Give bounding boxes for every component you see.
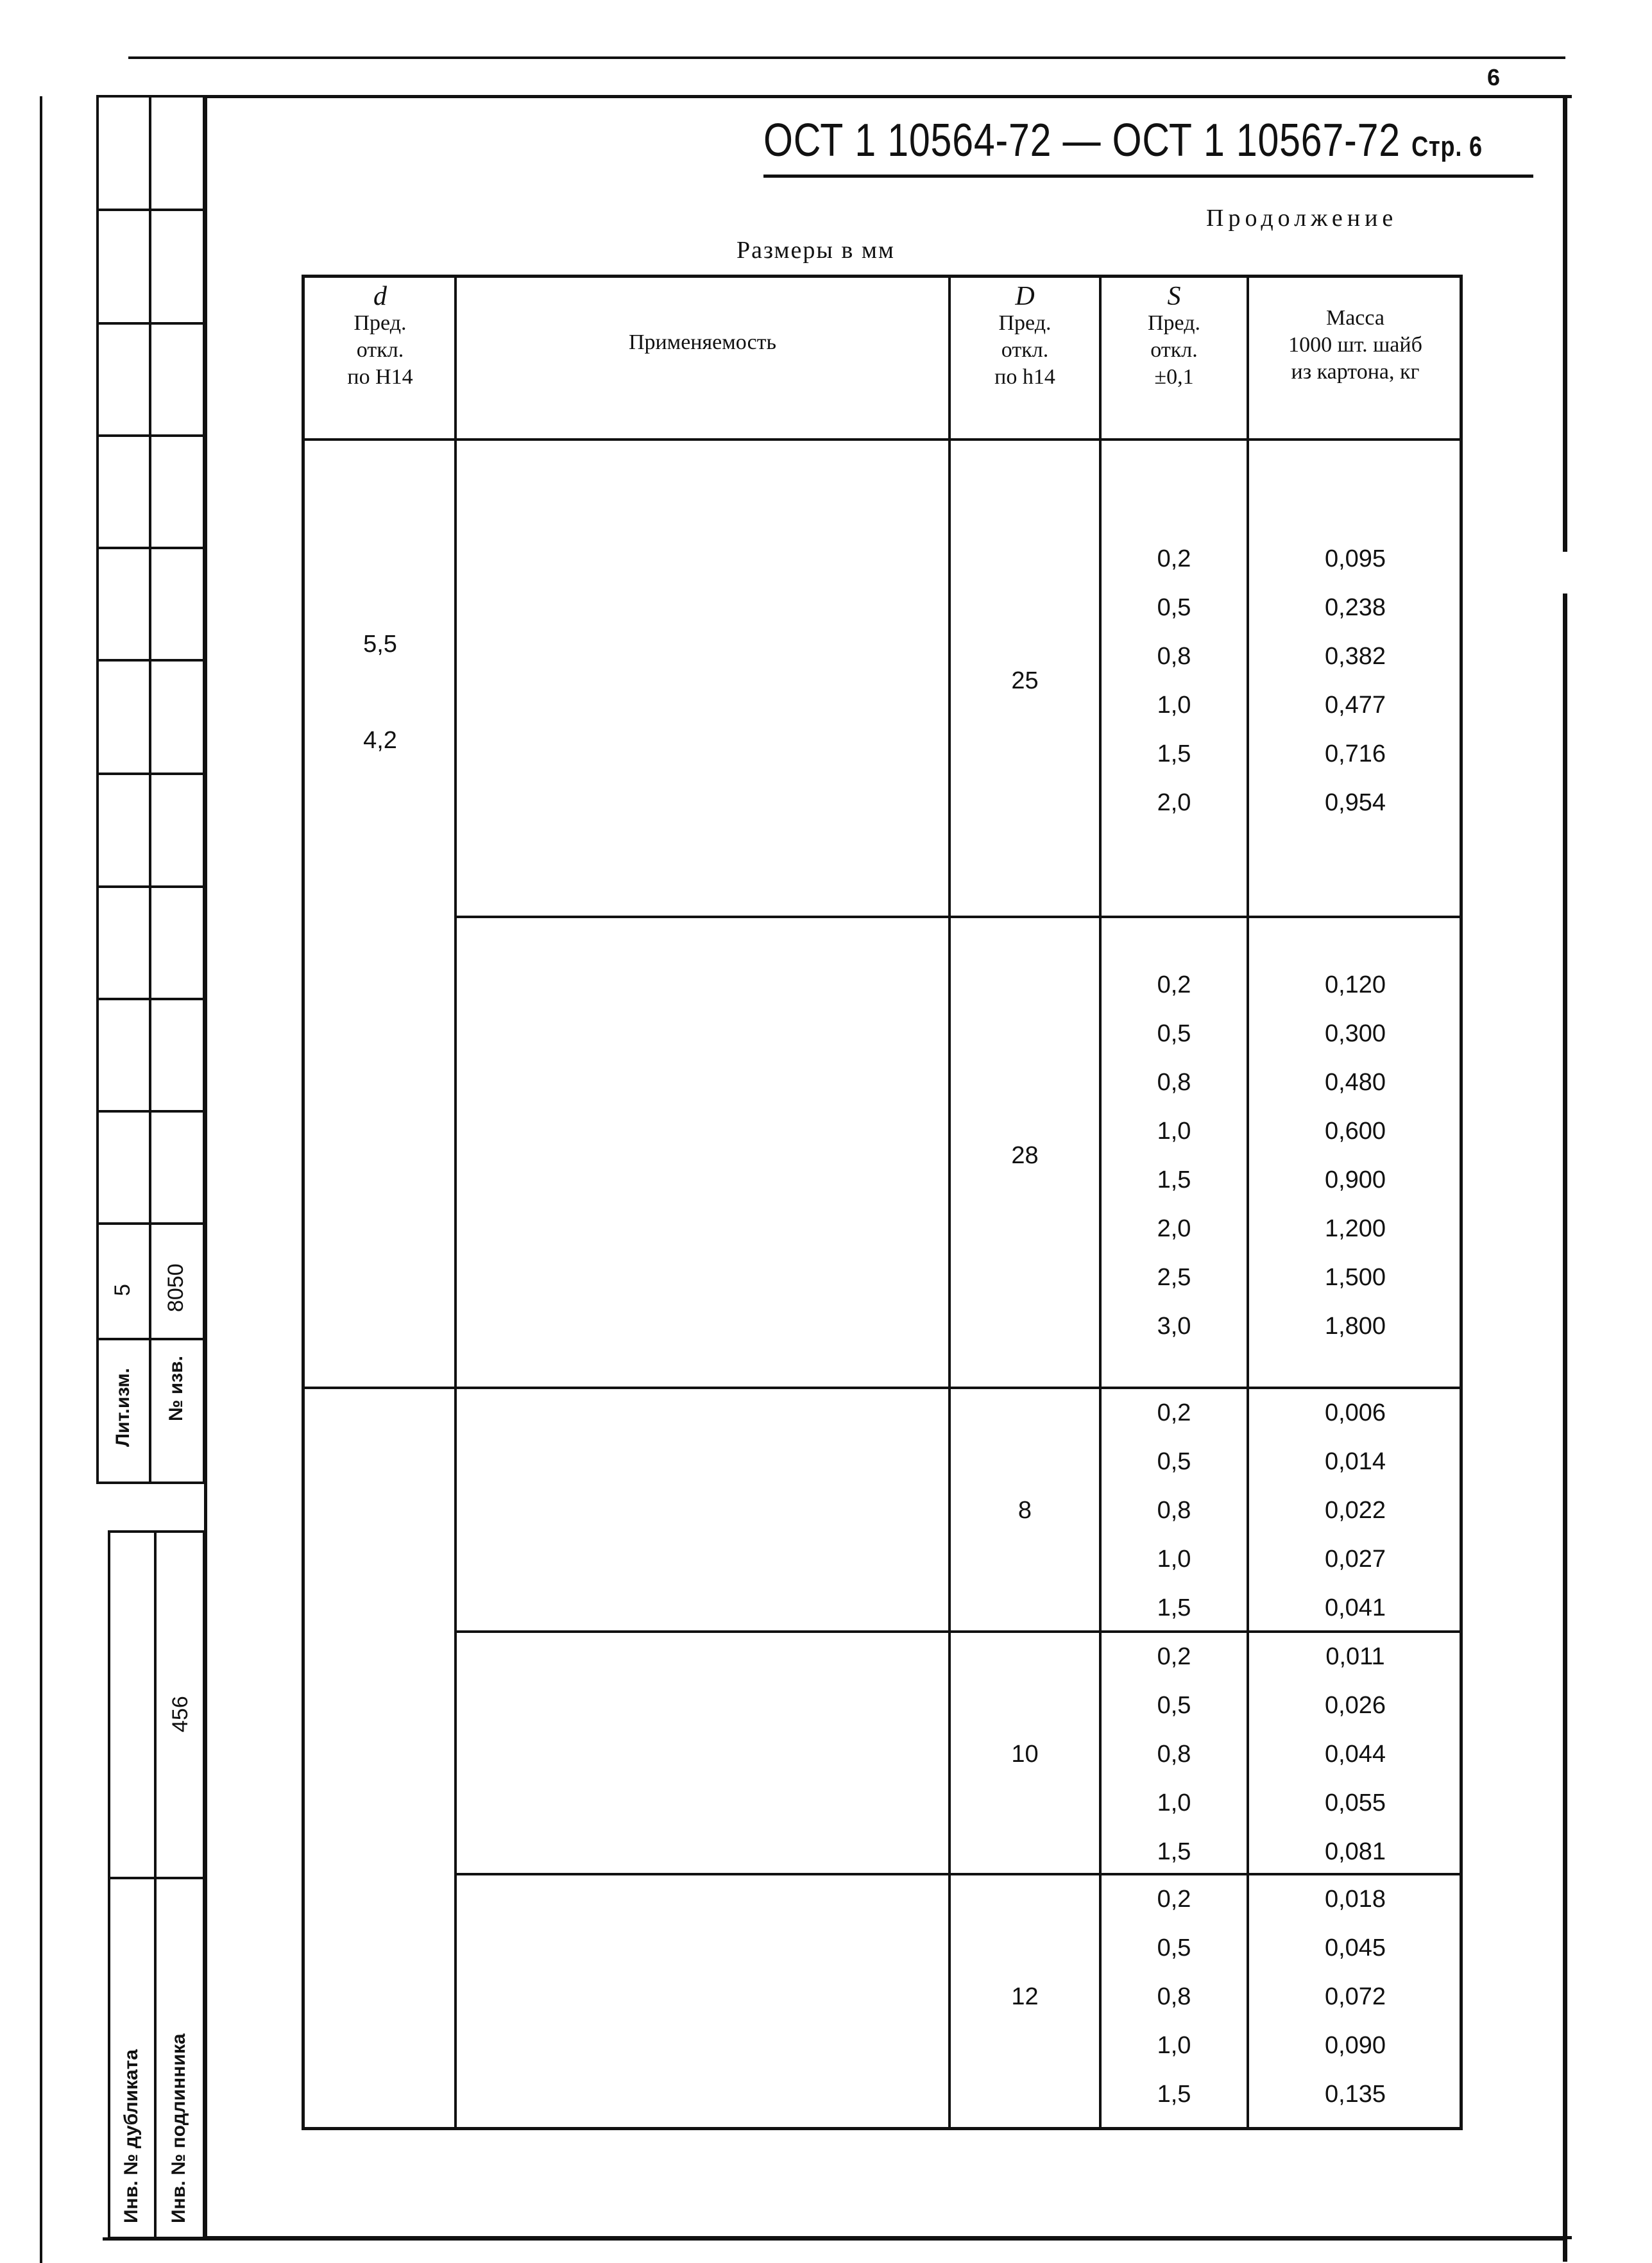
thickness-s-cell: 2,0 [1157, 789, 1191, 816]
block-divider [456, 1873, 1463, 1875]
mass-cell: 1,500 [1324, 1264, 1386, 1291]
washer-table [302, 275, 1463, 2130]
standard-number: ОСТ 1 10564-72 — ОСТ 1 10567-72 [763, 115, 1401, 166]
header-line: Пред. [1148, 311, 1200, 335]
header-line: откл. [1150, 338, 1198, 362]
thickness-s-cell: 1,5 [1157, 2081, 1191, 2108]
header-line: откл. [356, 338, 404, 362]
frame-bottom-line [103, 2237, 1563, 2241]
thickness-s-cell: 0,2 [1157, 1886, 1191, 1913]
thickness-s-cell: 0,2 [1157, 971, 1191, 998]
mass-cell: 0,120 [1324, 971, 1386, 998]
thickness-s-cell: 0,2 [1157, 1399, 1191, 1426]
header-line: Масса [1325, 306, 1384, 330]
mass-cell: 1,200 [1324, 1215, 1386, 1242]
mass-cell: 0,095 [1324, 545, 1386, 572]
header-line: 1000 шт. шайб [1288, 333, 1422, 357]
thickness-s-cell: 1,5 [1157, 740, 1191, 767]
thickness-s-cell: 0,5 [1157, 1448, 1191, 1475]
thickness-s-cell: 1,0 [1157, 692, 1191, 719]
thickness-s-cell: 0,8 [1157, 1983, 1191, 2010]
thickness-s-cell: 0,5 [1157, 1020, 1191, 1047]
mass-cell: 0,022 [1324, 1497, 1386, 1524]
mass-cell: 0,238 [1324, 594, 1386, 621]
header-cell [305, 283, 456, 391]
mass-cell: 0,382 [1324, 643, 1386, 670]
group-divider [305, 1387, 1463, 1389]
thickness-s-cell: 0,2 [1157, 1643, 1191, 1670]
mass-cell: 0,027 [1324, 1546, 1386, 1573]
thickness-s-cell: 0,2 [1157, 545, 1191, 572]
mass-cell: 0,006 [1324, 1399, 1386, 1426]
diameter-d-cell: 5,5 [363, 631, 397, 658]
thickness-s-cell: 2,5 [1157, 1264, 1191, 1291]
mass-cell: 0,018 [1324, 1886, 1386, 1913]
thickness-s-cell: 1,5 [1157, 1594, 1191, 1621]
continuation-label: Продолжение [1206, 205, 1398, 232]
header-line: откл. [1001, 338, 1049, 362]
column-divider [454, 278, 457, 2130]
thickness-s-cell: 0,8 [1157, 1497, 1191, 1524]
thickness-s-cell: 3,0 [1157, 1313, 1191, 1340]
header-cell [1248, 305, 1463, 386]
header-line: ±0,1 [1154, 365, 1194, 389]
mass-cell: 0,055 [1324, 1789, 1386, 1816]
mass-cell: 0,072 [1324, 1983, 1386, 2010]
block-divider [456, 916, 1463, 918]
mass-cell: 0,954 [1324, 789, 1386, 816]
header-divider [305, 438, 1463, 441]
diameter-D-cell: 8 [1018, 1497, 1032, 1524]
page-label: Стр. 6 [1411, 131, 1483, 162]
inv-dubl-label: Инв. № дубликата [121, 2049, 142, 2223]
lit-izm-label: Лит.изм. [112, 1367, 133, 1447]
thickness-s-cell: 1,5 [1157, 1838, 1191, 1865]
thickness-s-cell: 0,5 [1157, 1934, 1191, 1961]
thickness-s-cell: 1,0 [1157, 1118, 1191, 1145]
diameter-D-cell: 10 [1011, 1741, 1039, 1768]
header-line: Пред. [998, 311, 1052, 335]
header-line: по h14 [994, 365, 1055, 389]
mass-cell: 0,041 [1324, 1594, 1386, 1621]
mass-cell: 0,900 [1324, 1166, 1386, 1193]
header-cell [1100, 283, 1248, 391]
thickness-s-cell: 1,5 [1157, 1166, 1191, 1193]
diameter-d-cell: 4,2 [363, 727, 397, 754]
inv-dubl-value: 456 [168, 1696, 192, 1732]
page-number: 6 [1487, 64, 1501, 90]
thickness-s-cell: 1,0 [1157, 1546, 1191, 1573]
lit-izm-value: 5 [110, 1284, 135, 1296]
diameter-D-cell: 12 [1011, 1983, 1039, 2010]
header-line: Применяемость [628, 330, 777, 354]
no-izv-value: 8050 [164, 1263, 188, 1312]
no-izv-label: № изв. [166, 1356, 187, 1421]
header-line: Пред. [353, 311, 407, 335]
header-cell [949, 283, 1100, 391]
header-symbol: S [1167, 282, 1181, 311]
mass-cell: 0,600 [1324, 1118, 1386, 1145]
thickness-s-cell: 1,0 [1157, 1789, 1191, 1816]
document-title [763, 114, 1483, 167]
header-cell [456, 329, 949, 356]
thickness-s-cell: 2,0 [1157, 1215, 1191, 1242]
mass-cell: 0,011 [1325, 1643, 1385, 1670]
frame-right-line [1563, 594, 1567, 2262]
diameter-D-cell: 25 [1011, 667, 1039, 694]
thickness-s-cell: 1,0 [1157, 2032, 1191, 2059]
title-underline [763, 175, 1533, 178]
header-line: из картона, кг [1291, 360, 1420, 384]
mass-cell: 0,014 [1324, 1448, 1386, 1475]
frame-right-line [1563, 96, 1567, 552]
mass-cell: 0,300 [1324, 1020, 1386, 1047]
mass-cell: 0,026 [1324, 1692, 1386, 1719]
thickness-s-cell: 0,8 [1157, 1741, 1191, 1768]
column-divider [948, 278, 951, 2130]
mass-cell: 0,480 [1324, 1069, 1386, 1096]
header-symbol: d [373, 282, 387, 311]
mass-cell: 0,045 [1324, 1934, 1386, 1961]
thickness-s-cell: 0,8 [1157, 1069, 1191, 1096]
thickness-s-cell: 0,5 [1157, 1692, 1191, 1719]
header-line: по Н14 [347, 365, 413, 389]
mass-cell: 0,081 [1324, 1838, 1386, 1865]
diameter-D-cell: 28 [1011, 1142, 1039, 1169]
thickness-s-cell: 0,5 [1157, 594, 1191, 621]
inv-podl-label: Инв. № подлинника [168, 2033, 189, 2223]
mass-cell: 0,716 [1324, 740, 1386, 767]
mass-cell: 0,044 [1324, 1741, 1386, 1768]
header-symbol: D [1015, 282, 1035, 311]
units-label: Размеры в мм [737, 237, 895, 264]
mass-cell: 0,090 [1324, 2032, 1386, 2059]
frame-top-line [128, 56, 1565, 59]
mass-cell: 0,477 [1324, 692, 1386, 719]
frame-left-line [40, 96, 42, 2263]
thickness-s-cell: 0,8 [1157, 643, 1191, 670]
mass-cell: 1,800 [1324, 1313, 1386, 1340]
block-divider [456, 1630, 1463, 1633]
mass-cell: 0,135 [1324, 2081, 1386, 2108]
